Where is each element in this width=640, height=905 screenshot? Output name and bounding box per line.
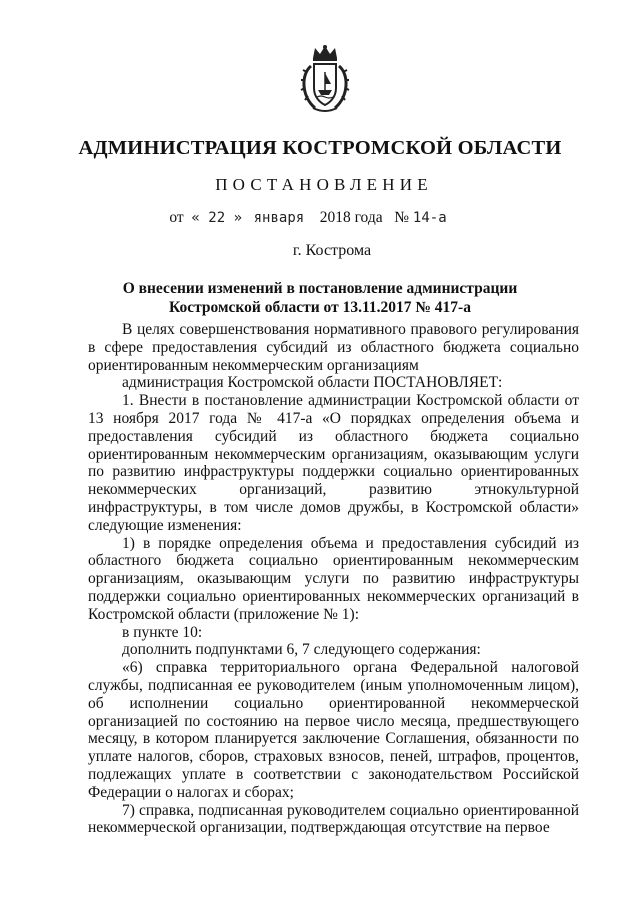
body-paragraph: 1) в порядке определения объема и предоставления субсидий из областного бюджета социально ориентированным некоммерческим организациям, оказывающим услуги по развитию инфраструктуры поддержки социально ориентированных некоммерческих организаций в Костромской области (приложение № 1): (88, 534, 579, 623)
date-year: 2018 года (319, 209, 383, 226)
body-paragraph: 1. Внести в постановление администрации Костромской области от 13 ноября 2017 года № 417-а «О порядках определения объема и предоставления субсидий из областного бюджета социально ориентированным некоммерческим организациям, оказывающим услуги по развитию инфраструктуры поддержки социально ориентированных некоммерческих организаций, развитию этнокультурной инфраструктуры, в том числе домов дружбы, в Костромской области» следующие изменения: (88, 392, 579, 534)
date-day: « 22 » (191, 210, 242, 226)
body-paragraph: В целях совершенствования нормативного правового регулирования в сфере предоставления субсидий из областного бюджета социально ориентированным некоммерческим организациям (88, 321, 579, 374)
document-title-line: Костромской области от 13.11.2017 № 417-а (169, 299, 471, 316)
body-paragraph: дополнить подпунктами 6, 7 следующего содержания: (122, 641, 481, 659)
document-body (88, 321, 579, 837)
date-month: января (253, 210, 305, 226)
date-number-line (0, 209, 628, 227)
document-title-line: О внесении изменений в постановление администрации (122, 280, 518, 297)
body-paragraph: администрация Костромской области ПОСТАНОВЛЯЕТ: (122, 374, 503, 392)
city: г. Кострома (292, 242, 372, 259)
date-prefix: от (169, 209, 184, 226)
document-number: 14-а (412, 210, 447, 226)
body-paragraph: «6) справка территориального органа Федеральной налоговой службы, подписанная ее руководителем (иным уполномоченным лицом), об исполнении социально ориентированной некоммерческой организацией по состоянию на первое число месяца, предшествующего месяцу, в котором планируется заключение Соглашения, обязанности по уплате налогов, сборов, страховых взносов, пеней, штрафов, процентов, подлежащих уплате в соответствии с законодательством Российской Федерации о налогах и сборах; (88, 659, 579, 801)
coat-of-arms-emblem (299, 44, 351, 114)
body-paragraph: 7) справка, подписанная руководителем социально ориентированной некоммерческой организации, подтверждающая отсутствие на первое (88, 801, 579, 837)
number-prefix: № (394, 209, 410, 226)
organization-name: АДМИНИСТРАЦИЯ КОСТРОМСКОЙ ОБЛАСТИ (78, 137, 562, 159)
body-paragraph: в пункте 10: (122, 623, 203, 641)
document-type: ПОСТАНОВЛЕНИЕ (215, 175, 433, 194)
document-title (0, 279, 640, 317)
